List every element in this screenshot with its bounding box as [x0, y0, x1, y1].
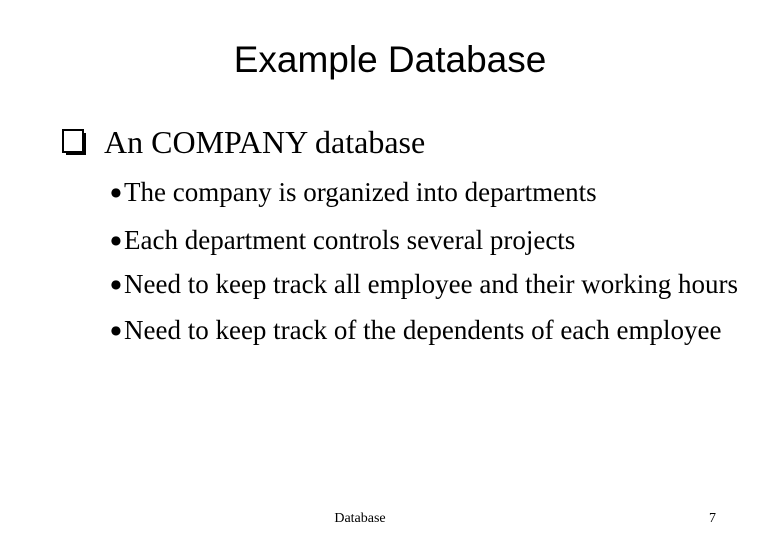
- sub-bullet-text: Need to keep track of the dependents of each employee: [124, 315, 722, 345]
- page-number: 7: [709, 511, 716, 526]
- main-bullet: [62, 122, 425, 162]
- dot-bullet-icon: ●: [110, 233, 122, 247]
- sub-bullet-text: Each department controls several projects: [124, 225, 576, 255]
- sub-bullet-item: [108, 266, 748, 302]
- sub-bullet-item: [108, 312, 748, 348]
- dot-bullet-icon: ●: [110, 277, 122, 291]
- shadowed-square-bullet-icon: [62, 129, 88, 157]
- slide-title: Example Database: [233, 39, 547, 80]
- sub-bullet-item: [108, 174, 748, 210]
- dot-bullet-icon: ●: [110, 323, 122, 337]
- sub-bullet-text: The company is organized into departments: [124, 177, 597, 207]
- dot-bullet-icon: ●: [110, 185, 122, 199]
- main-bullet-text: An COMPANY database: [104, 124, 426, 160]
- sub-bullet-item: [108, 222, 748, 258]
- footer-label: Database: [334, 511, 386, 526]
- sub-bullet-list: [108, 174, 748, 358]
- sub-bullet-text: Need to keep track all employee and their working hours: [124, 269, 739, 299]
